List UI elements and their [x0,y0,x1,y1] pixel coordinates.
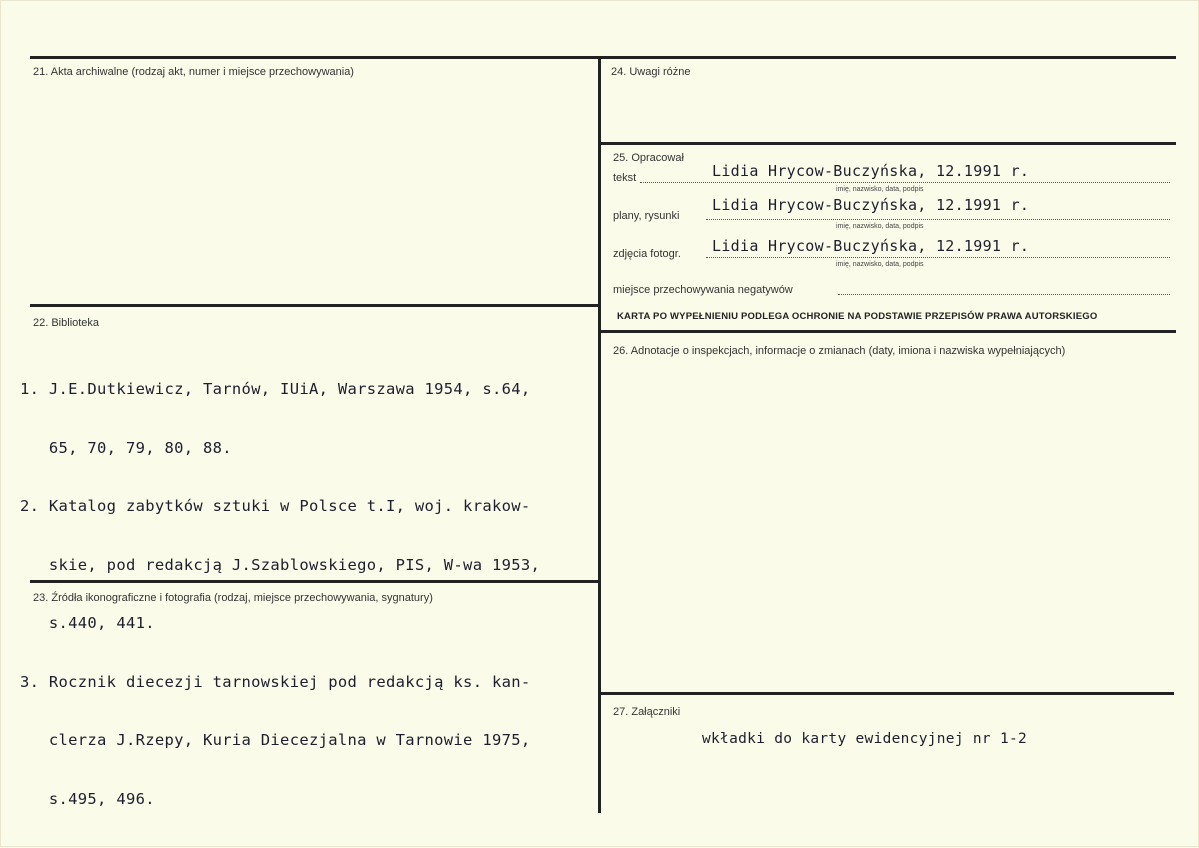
bibliography-line: skie, pod redakcją J.Szablowskiego, PIS, W-wa 1953, [20,555,541,574]
tekst-label: tekst [613,172,637,184]
top-rule [30,56,1176,59]
rule-25-26 [599,330,1176,333]
plany-caption: imię, nazwisko, data, podpis [836,223,924,230]
zdjecia-label: zdjęcia fotogr. [613,248,681,260]
tekst-signature: Lidia Hrycow-Buczyńska, 12.1991 r. [712,162,1030,180]
plany-line [706,219,1170,220]
bibliography-line: clerza J.Rzepy, Kuria Diecezjalna w Tarnowie 1975, [20,731,531,749]
bibliography-line: 2. Katalog zabytków sztuki w Polsce t.I, woj. krakow- [20,497,531,515]
negatywy-label: miejsce przechowywania negatywów [613,284,793,296]
bibliography-line: s.495, 496. [20,789,155,808]
section-22-label: 22. Biblioteka [33,317,100,329]
attachments-value: wkładki do karty ewidencyjnej nr 1-2 [702,731,1028,747]
zdjecia-caption: imię, nazwisko, data, podpis [836,261,924,268]
copyright-notice: KARTA PO WYPEŁNIENIU PODLEGA OCHRONIE NA PODSTAWIE PRZEPISÓW PRAWA AUTORSKIEGO [617,311,1098,322]
tekst-line [640,182,1170,183]
plany-signature: Lidia Hrycow-Buczyńska, 12.1991 r. [712,196,1030,214]
section-24-label: 24. Uwagi różne [611,66,691,78]
zdjecia-signature: Lidia Hrycow-Buczyńska, 12.1991 r. [712,237,1030,255]
center-divider [598,56,601,813]
bibliography-line: 1. J.E.Dutkiewicz, Tarnów, IUiA, Warszawa 1954, s.64, [20,380,531,398]
section-27-label: 27. Załączniki [613,706,681,718]
rule-26-27 [599,692,1174,695]
negatywy-line [838,294,1170,295]
section-23-label: 23. Źródła ikonograficzne i fotografia (rodzaj, miejsce przechowywania, sygnatury) [33,592,433,604]
section-21-label: 21. Akta archiwalne (rodzaj akt, numer i miejsce przechowywania) [33,66,354,78]
zdjecia-line [706,257,1170,258]
bibliography-line: 65, 70, 79, 80, 88. [20,438,232,457]
section-26-label: 26. Adnotacje o inspekcjach, informacje o zmianach (daty, imiona i nazwiska wypełniających) [613,345,1066,357]
rule-21-22 [30,304,600,307]
bibliography-line: 3. Rocznik diecezji tarnowskiej pod redakcją ks. kan- [20,672,531,691]
plany-label: plany, rysunki [613,210,680,222]
section-25-label: 25. Opracował [613,152,684,164]
rule-24-25 [599,142,1176,145]
tekst-caption: imię, nazwisko, data, podpis [836,186,924,193]
bibliography-line: s.440, 441. [20,614,155,632]
